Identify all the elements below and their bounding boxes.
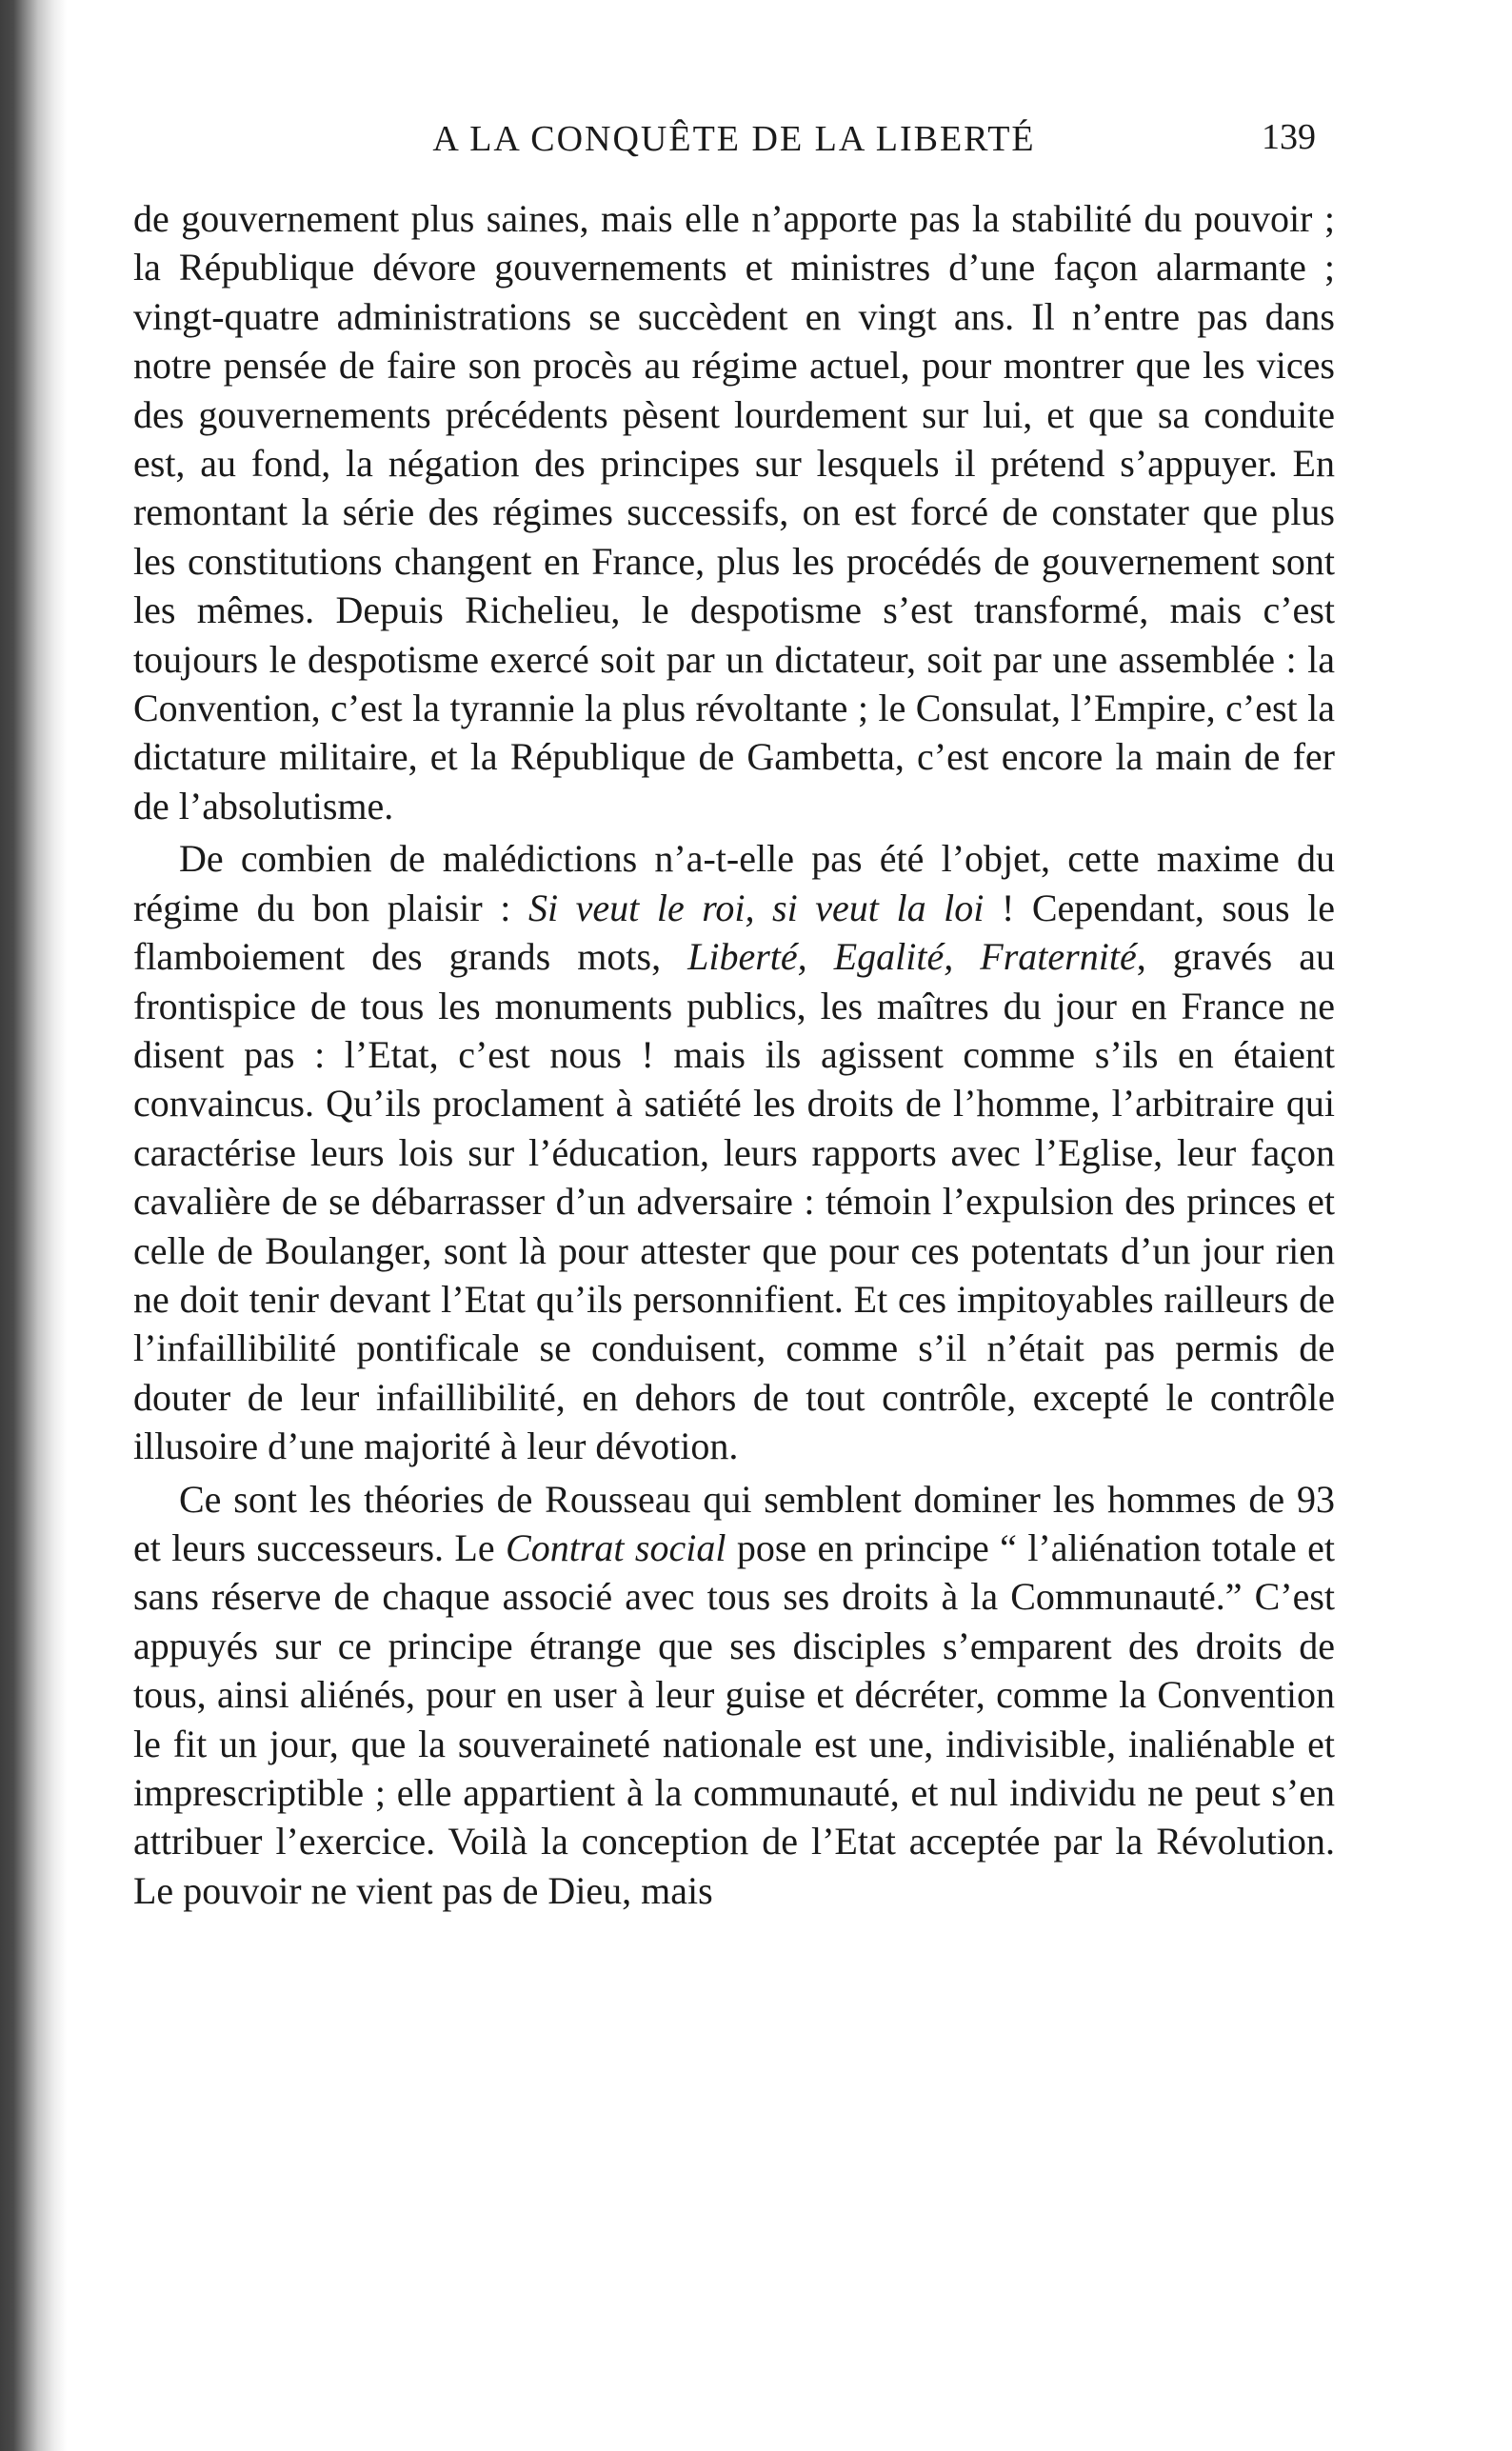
italic-phrase: Contrat social	[506, 1525, 726, 1569]
paragraph	[133, 834, 1335, 1470]
paragraph-text: Ce sont les théories de Rousseau qui semblent dominer les hommes de 93 et leurs successeurs. Le	[133, 1477, 1335, 1569]
binding-shadow	[0, 0, 67, 2451]
paragraph-text: de gouvernement plus saines, mais elle n’apporte pas la stabilité du pouvoir ; la République dévore gouvernements et ministres d’une façon alarmante ; vingt-quatre administrations se succèdent en vingt ans. Il n’entre pas dans notre pensée de faire son procès au régime actuel, pour montrer que les vices des gouvernements précédents pèsent lourdement sur lui, et que sa conduite est, au fond, la négation des principes sur lesquels il prétend s’appuyer. En remontant la série des régimes successifs, on est forcé de constater que plus les constitutions changent en France, plus les procédés de gouvernement sont les mêmes. Depuis Richelieu, le despotisme s’est transformé, mais c’est toujours le despotisme exercé soit par un dictateur, soit par une assemblée : la Convention, c’est la tyrannie la plus révoltante ; le Consulat, l’Empire, c’est la dictature militaire, et la République de Gambetta, c’est encore la main de fer de l’absolutisme.	[133, 197, 1335, 827]
body-text	[133, 194, 1335, 1915]
running-title: A LA CONQUÊTE DE LA LIBERTÉ	[432, 119, 1036, 159]
page-number: 139	[1262, 117, 1316, 157]
paragraph	[133, 1475, 1335, 1916]
paragraph	[133, 194, 1335, 830]
paragraph-text: pose en principe “ l’aliénation totale et sans réserve de chaque associé avec tous ses droits à la Communauté.” C’est appuyés sur ce principe étrange que ses disciples s’emparent des droits de tous, ainsi aliénés, pour en user à leur guise et décréter, comme la Convention le fit un jour, que la souveraineté nationale est une, indivisible, inaliénable et imprescriptible ; elle appartient à la communauté, et nul individu ne peut s’en attribuer l’exercice. Voilà la conception de l’Etat acceptée par la Révolution. Le pouvoir ne vient pas de Dieu, mais	[133, 1525, 1335, 1912]
paragraph-text: , gravés au frontispice de tous les monuments publics, les maîtres du jour en France ne disent pas : l’Etat, c’est nous ! mais ils agissent comme s’ils en étaient convaincus. Qu’ils proclament à satiété les droits de l’homme, l’arbitraire qui caractérise leurs lois sur l’éducation, leurs rapports avec l’Eglise, leur façon cavalière de se débarrasser d’un adversaire : témoin l’expulsion des princes et celle de Boulanger, sont là pour attester que pour ces potentats d’un jour rien ne doit tenir devant l’Etat qu’ils personnifient. Et ces impitoyables railleurs de l’infaillibilité pontificale se conduisent, comme s’il n’était pas permis de douter de leur infaillibilité, en dehors de tout contrôle, excepté le contrôle illusoire d’une majorité à leur dévotion.	[133, 935, 1335, 1468]
paragraph-text: ! Cependant, sous le flamboiement des grands mots,	[133, 886, 1336, 979]
italic-phrase: Si veut le roi, si veut la loi	[527, 886, 985, 929]
italic-phrase: Liberté, Egalité, Fraternité	[687, 935, 1137, 979]
paragraph-text: De combien de malédictions n’a-t-elle pas été l’objet, cette maxime du régime du bon plaisir :	[133, 837, 1335, 929]
book-page	[133, 112, 1335, 1915]
running-head	[133, 112, 1335, 169]
